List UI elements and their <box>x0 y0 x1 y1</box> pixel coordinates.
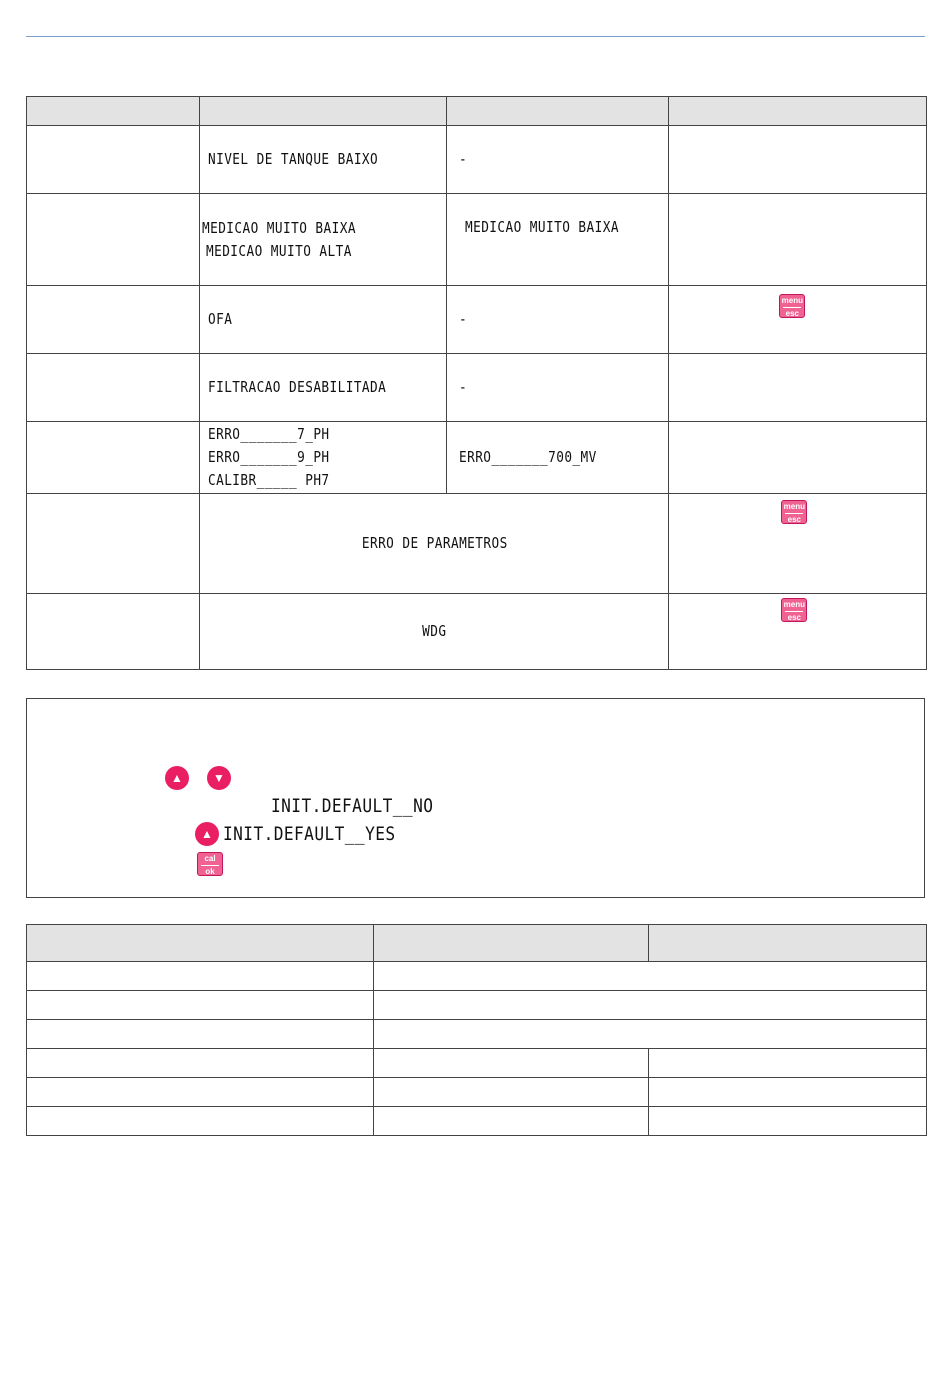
table-row <box>27 1020 927 1049</box>
up-arrow-icon: ▲ <box>195 822 219 846</box>
lcd-text: ERRO_______700_MV <box>459 448 598 466</box>
lcd-text: INIT.DEFAULT__YES <box>223 823 396 845</box>
menu-esc-key-icon: menu esc <box>781 598 807 622</box>
lcd-text: ERRO_______9_PH <box>208 448 331 466</box>
lcd-text: MEDICAO MUITO BAIXA <box>202 218 357 237</box>
lcd-text: FILTRACAO DESABILITADA <box>208 378 387 396</box>
table-header-row <box>27 97 927 126</box>
reset-instructions-box <box>26 698 925 898</box>
lcd-text: NIVEL DE TANQUE BAIXO <box>208 150 379 168</box>
table-row <box>27 126 927 194</box>
table-row <box>27 354 927 422</box>
table-row <box>27 286 927 354</box>
table-row <box>27 594 927 670</box>
lcd-text: MEDICAO MUITO BAIXA <box>465 218 620 236</box>
lcd-text: - <box>459 378 468 396</box>
menu-esc-key-icon: menu esc <box>781 500 807 524</box>
table-row <box>27 1078 927 1107</box>
table-row <box>27 1107 927 1136</box>
table-row <box>27 422 927 494</box>
lcd-text: OFA <box>208 310 233 328</box>
lcd-text: ERRO DE PARAMETROS <box>361 534 508 552</box>
up-arrow-icon: ▲ <box>165 766 189 790</box>
table-row <box>27 991 927 1020</box>
table-row <box>27 1049 927 1078</box>
header-rule <box>26 36 925 37</box>
lcd-text: CALIBR_____ PH7 <box>208 471 331 489</box>
table-row <box>27 494 927 594</box>
lcd-text: WDG <box>422 622 447 640</box>
lcd-text: - <box>459 150 468 168</box>
lcd-text: - <box>459 310 468 328</box>
settings-table <box>26 924 927 1136</box>
menu-esc-key-icon: menu esc <box>779 294 805 318</box>
table-row <box>27 194 927 286</box>
down-arrow-icon: ▼ <box>207 766 231 790</box>
table-row <box>27 962 927 991</box>
lcd-text: INIT.DEFAULT__NO <box>271 795 434 817</box>
table-header-row <box>27 925 927 962</box>
lcd-text: MEDICAO MUITO ALTA <box>206 241 353 260</box>
alarm-table <box>26 96 927 670</box>
cal-ok-key-icon: cal ok <box>197 852 223 876</box>
lcd-text: ERRO_______7_PH <box>208 425 331 443</box>
